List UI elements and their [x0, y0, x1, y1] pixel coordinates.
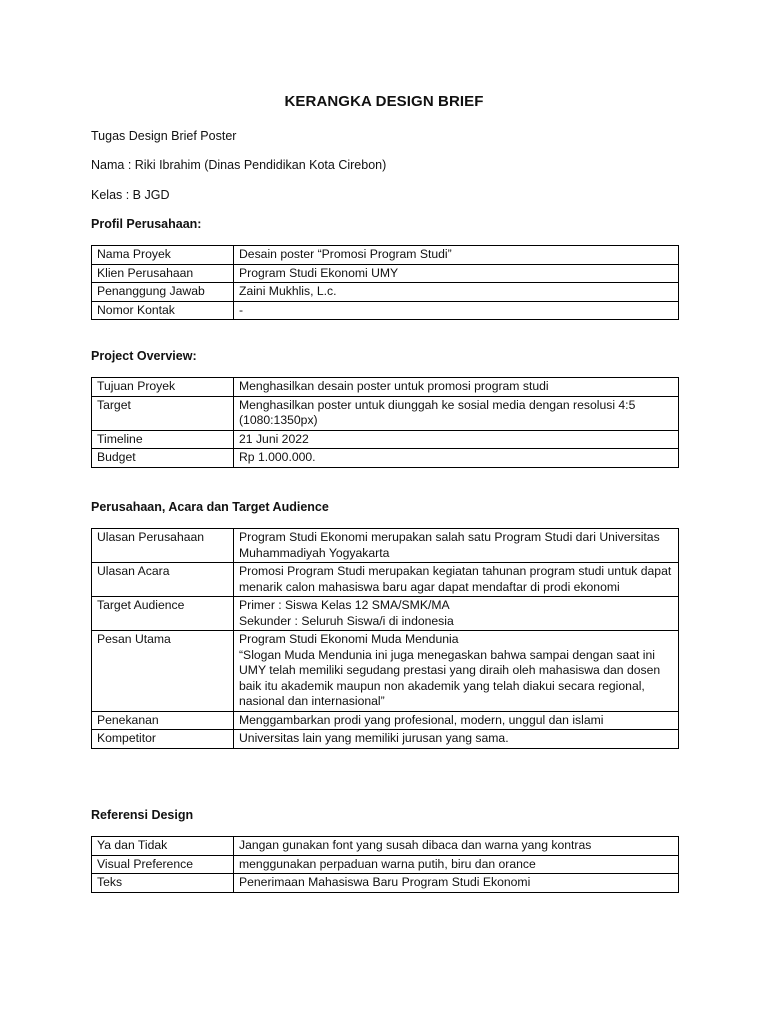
- row-value: Menggambarkan prodi yang profesional, modern, unggul dan islami: [234, 711, 679, 730]
- row-key: Teks: [92, 874, 234, 893]
- profil-table: [91, 245, 679, 320]
- row-key: Nomor Kontak: [92, 301, 234, 320]
- row-value: Zaini Mukhlis, L.c.: [234, 283, 679, 302]
- section-title-overview: Project Overview:: [91, 349, 197, 363]
- row-value: menggunakan perpaduan warna putih, biru dan orance: [234, 855, 679, 874]
- row-key: Kompetitor: [92, 730, 234, 749]
- row-value: -: [234, 301, 679, 320]
- row-key: Ya dan Tidak: [92, 837, 234, 856]
- table-row: [92, 563, 679, 597]
- table-row: [92, 396, 679, 430]
- table-row: [92, 283, 679, 302]
- section-title-referensi: Referensi Design: [91, 808, 194, 822]
- row-value: 21 Juni 2022: [234, 430, 679, 449]
- table-row: [92, 264, 679, 283]
- table-row: [92, 378, 679, 397]
- table-row: [92, 631, 679, 712]
- row-value: Penerimaan Mahasiswa Baru Program Studi Ekonomi: [234, 874, 679, 893]
- table-row: [92, 711, 679, 730]
- name-line: Nama : Riki Ibrahim (Dinas Pendidikan Kota Cirebon): [91, 158, 387, 172]
- row-key: Penanggung Jawab: [92, 283, 234, 302]
- table-row: [92, 529, 679, 563]
- table-row: [92, 246, 679, 265]
- document-title: KERANGKA DESIGN BRIEF: [284, 93, 484, 110]
- row-key: Penekanan: [92, 711, 234, 730]
- row-key: Timeline: [92, 430, 234, 449]
- row-value: Rp 1.000.000.: [234, 449, 679, 468]
- table-row: [92, 430, 679, 449]
- table-row: [92, 449, 679, 468]
- row-value: Program Studi Ekonomi merupakan salah satu Program Studi dari Universitas Muhammadiyah Yogyakarta: [234, 529, 679, 563]
- table-row: [92, 597, 679, 631]
- section-title-profil: Profil Perusahaan:: [91, 217, 202, 231]
- table-row: [92, 874, 679, 893]
- row-value: Desain poster “Promosi Program Studi”: [234, 246, 679, 265]
- row-key: Ulasan Acara: [92, 563, 234, 597]
- row-value: Program Studi Ekonomi Muda Mendunia “Slogan Muda Mendunia ini juga menegaskan bahwa sampai dengan saat ini UMY telah memiliki segudang prestasi yang diraih oleh mahasiswa dan dosen baik itu akademik maupun non akademik yang telah diakui secara regional, nasional dan internasional”: [234, 631, 679, 712]
- row-key: Pesan Utama: [92, 631, 234, 712]
- row-key: Target Audience: [92, 597, 234, 631]
- class-line: Kelas : B JGD: [91, 188, 170, 202]
- table-row: [92, 855, 679, 874]
- assignment-line: Tugas Design Brief Poster: [91, 129, 237, 143]
- overview-table: [91, 377, 679, 468]
- row-key: Klien Perusahaan: [92, 264, 234, 283]
- row-key: Visual Preference: [92, 855, 234, 874]
- row-key: Target: [92, 396, 234, 430]
- row-value: Program Studi Ekonomi UMY: [234, 264, 679, 283]
- row-key: Ulasan Perusahaan: [92, 529, 234, 563]
- section-title-audience: Perusahaan, Acara dan Target Audience: [91, 500, 329, 514]
- row-key: Budget: [92, 449, 234, 468]
- table-row: [92, 301, 679, 320]
- row-value: Menghasilkan desain poster untuk promosi program studi: [234, 378, 679, 397]
- referensi-table: [91, 836, 679, 893]
- table-row: [92, 730, 679, 749]
- row-value: Universitas lain yang memiliki jurusan yang sama.: [234, 730, 679, 749]
- row-key: Nama Proyek: [92, 246, 234, 265]
- audience-table: [91, 528, 679, 749]
- row-value: Jangan gunakan font yang susah dibaca dan warna yang kontras: [234, 837, 679, 856]
- row-value: Menghasilkan poster untuk diunggah ke sosial media dengan resolusi 4:5 (1080:1350px): [234, 396, 679, 430]
- row-value: Primer : Siswa Kelas 12 SMA/SMK/MA Sekunder : Seluruh Siswa/i di indonesia: [234, 597, 679, 631]
- row-key: Tujuan Proyek: [92, 378, 234, 397]
- row-value: Promosi Program Studi merupakan kegiatan tahunan program studi untuk dapat menarik calon mahasiswa baru agar dapat mendaftar di prodi ekonomi: [234, 563, 679, 597]
- table-row: [92, 837, 679, 856]
